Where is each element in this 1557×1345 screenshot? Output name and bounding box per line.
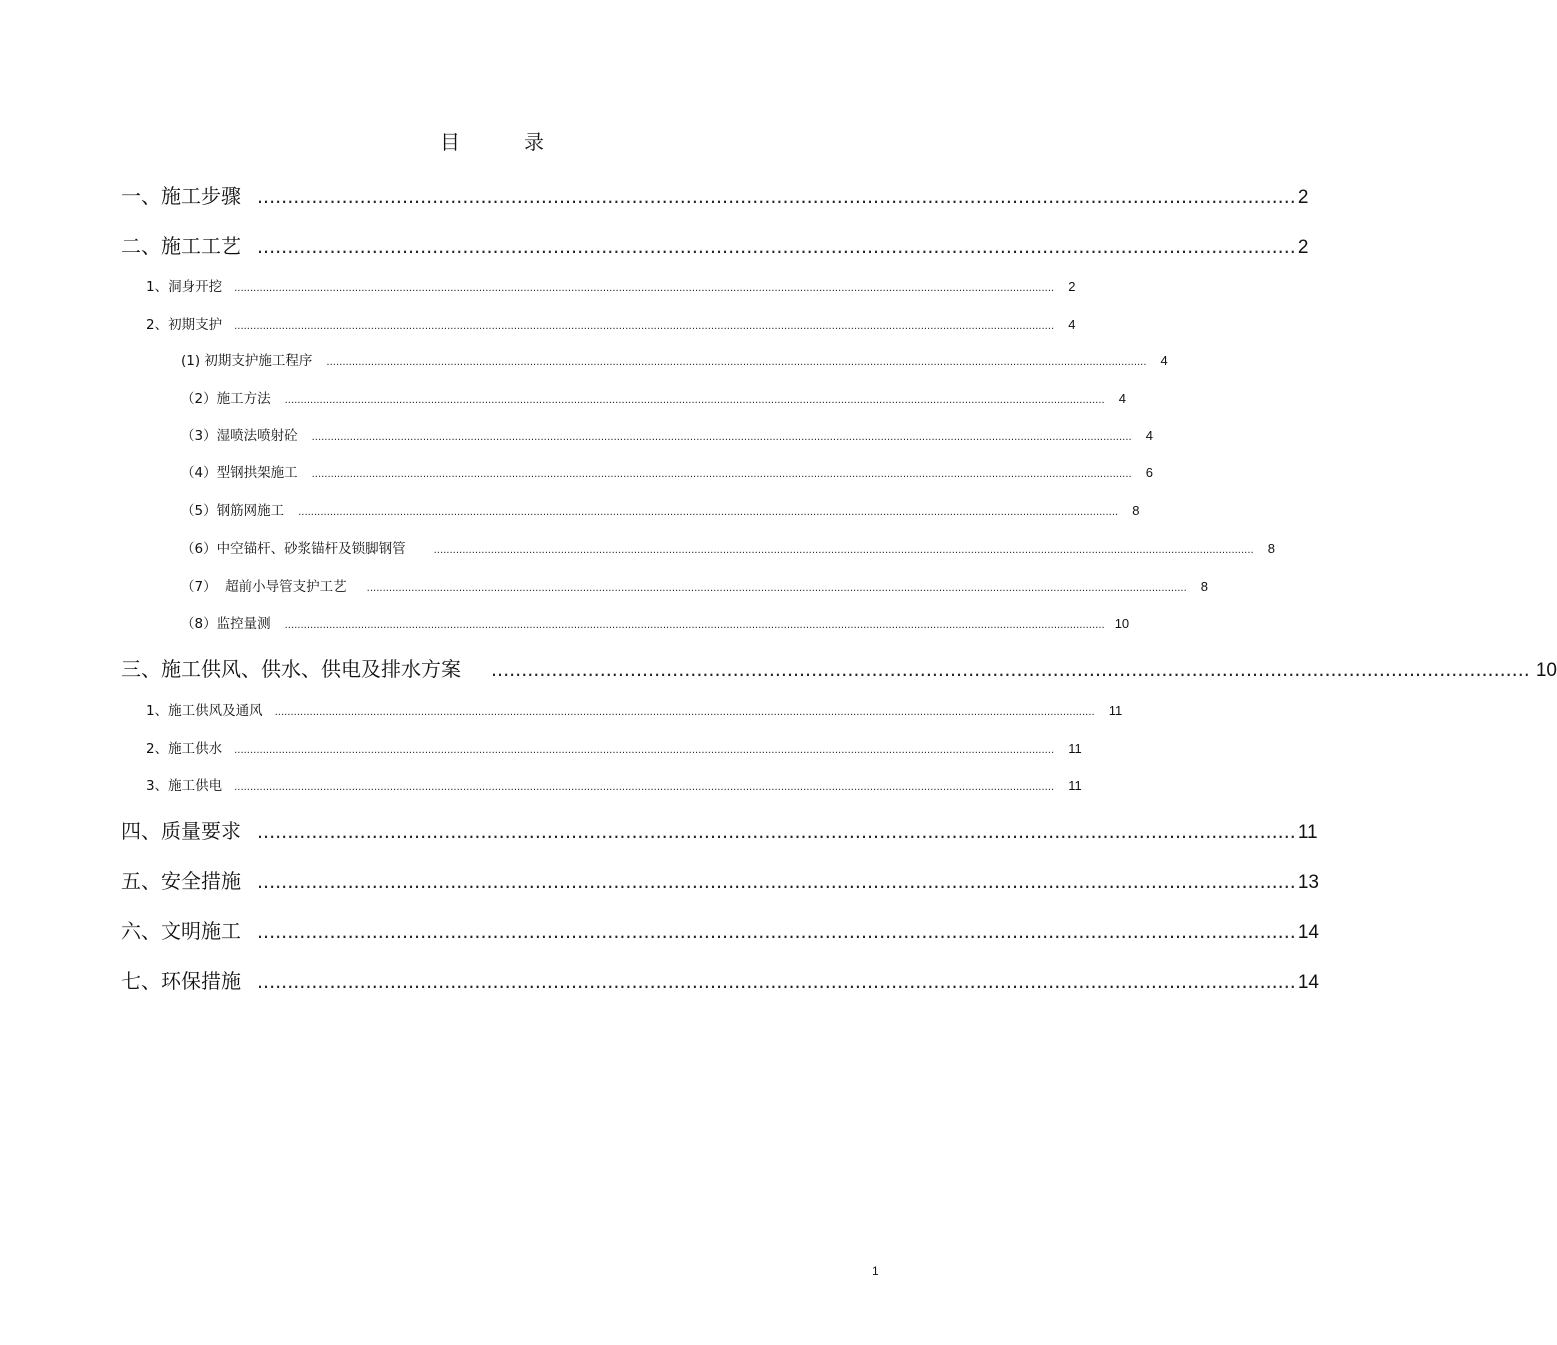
toc-entry[interactable] — [146, 737, 1082, 757]
toc-entry-label: 2、初期支护 — [146, 317, 223, 333]
toc-entry[interactable] — [181, 387, 1126, 407]
dot-leader: .................................................................................................................................................................................................................................................................. — [234, 283, 1055, 294]
dot-leader: ............................................................................................................................................................................ — [257, 236, 1296, 258]
toc-entry-page: 11 — [1297, 822, 1318, 843]
dot-leader: .................................................................................................................................................................................................................................................................. — [234, 745, 1055, 756]
toc-entry-page: 11 — [1108, 703, 1123, 718]
toc-entry-page: 4 — [1160, 353, 1168, 368]
toc-entry-page: 14 — [1297, 972, 1319, 993]
toc-entry-label: 1、洞身开挖 — [146, 279, 223, 295]
dot-leader: ............................................................................................................................................................................ — [257, 921, 1296, 943]
toc-entry-label: （3）湿喷法喷射砼 — [181, 428, 298, 444]
dot-leader: ............................................................................................................................................................................ — [257, 821, 1296, 843]
toc-entry[interactable] — [121, 865, 1319, 894]
toc-entry-page: 13 — [1297, 872, 1319, 893]
toc-entry-label: 三、施工供风、供水、供电及排水方案 — [121, 657, 461, 681]
toc-entry-label: (1) 初期支护施工程序 — [181, 353, 313, 369]
dot-leader: .................................................................................................................................................................................................................................................................. — [234, 782, 1055, 793]
dot-leader: .................................................................................................................................................................................................................................................................. — [234, 321, 1055, 332]
dot-leader: .................................................................................................................................................................................................................................................................. — [326, 357, 1147, 368]
toc-entry-label: （7） 超前小导管支护工艺 — [181, 579, 347, 595]
toc-entry[interactable] — [181, 575, 1209, 595]
toc-entry[interactable] — [121, 915, 1319, 944]
toc-entry[interactable] — [146, 313, 1076, 333]
dot-leader: ............................................................................................................................................................................ — [257, 871, 1296, 893]
dot-leader: .................................................................................................................................................................................................................................................................. — [274, 707, 1095, 718]
dot-leader: .................................................................................................................................................................................................................................................................. — [366, 583, 1187, 594]
toc-entry-page: 10 — [1535, 660, 1557, 681]
toc-entry-page: 2 — [1068, 279, 1076, 294]
dot-leader: ............................................................................................................................................................................ — [257, 971, 1296, 993]
toc-entry-label: （4）型钢拱架施工 — [181, 465, 298, 481]
toc-entry-page: 2 — [1297, 187, 1309, 208]
toc-entry[interactable] — [181, 424, 1153, 444]
dot-leader: .................................................................................................................................................................................................................................................................. — [298, 507, 1119, 518]
page-number: 1 — [872, 1264, 879, 1278]
toc-entry-page: 4 — [1118, 391, 1126, 406]
toc-entry-page: 4 — [1068, 317, 1076, 332]
toc-entry-label: （8）监控量测 — [181, 616, 271, 632]
toc-entry-label: 六、文明施工 — [121, 919, 241, 943]
dot-leader: .................................................................................................................................................................................................................................................................. — [311, 469, 1132, 480]
dot-leader: .................................................................................................................................................................................................................................................................. — [311, 432, 1132, 443]
toc-entry[interactable] — [121, 653, 1557, 682]
toc-entry-page: 2 — [1297, 237, 1309, 258]
toc-entry-label: 2、施工供水 — [146, 741, 223, 757]
toc-entry-page: 11 — [1068, 741, 1082, 756]
toc-entry-label: （5）钢筋网施工 — [181, 503, 285, 519]
toc-entry-label: （6）中空锚杆、砂浆锚杆及锁脚钢管 — [181, 541, 406, 557]
toc-entry[interactable] — [146, 699, 1123, 719]
toc-entry-page: 10 — [1114, 616, 1130, 631]
toc-title: 目 录 — [440, 130, 566, 154]
toc-entry-label: 四、质量要求 — [121, 819, 241, 843]
toc-entry-label: 七、环保措施 — [121, 969, 241, 993]
toc-entry[interactable] — [121, 965, 1319, 994]
toc-entry-page: 14 — [1297, 922, 1319, 943]
toc-entry-page: 11 — [1068, 778, 1082, 793]
toc-entry-page: 4 — [1145, 428, 1153, 443]
toc-entry-label: 3、施工供电 — [146, 778, 223, 794]
toc-entry-page: 8 — [1132, 503, 1140, 518]
toc-entry[interactable] — [181, 349, 1168, 369]
toc-entry[interactable] — [181, 612, 1130, 632]
toc-entry-label: 一、施工步骤 — [121, 184, 241, 208]
toc-entry-page: 8 — [1200, 579, 1209, 594]
toc-entry-label: 1、施工供风及通风 — [146, 703, 263, 719]
dot-leader: ............................................................................................................................................................................ — [257, 186, 1296, 208]
toc-entry[interactable] — [121, 815, 1318, 844]
dot-leader: .................................................................................................................................................................................................................................................................. — [433, 545, 1254, 556]
toc-entry[interactable] — [181, 537, 1275, 557]
toc-entry-label: 五、安全措施 — [121, 869, 241, 893]
dot-leader: ............................................................................................................................................................................ — [491, 659, 1530, 681]
toc-entry-label: （2）施工方法 — [181, 391, 271, 407]
toc-entry-label: 二、施工工艺 — [121, 234, 241, 258]
toc-entry[interactable] — [121, 230, 1309, 259]
toc-entry[interactable] — [146, 275, 1076, 295]
toc-entry-page: 6 — [1145, 465, 1153, 480]
toc-entry[interactable] — [181, 461, 1153, 481]
toc-entry[interactable] — [146, 774, 1082, 794]
toc-entry[interactable] — [181, 499, 1140, 519]
dot-leader: .................................................................................................................................................................................................................................................................. — [284, 620, 1105, 631]
toc-entry-page: 8 — [1267, 541, 1275, 556]
dot-leader: .................................................................................................................................................................................................................................................................. — [284, 395, 1105, 406]
toc-entry[interactable] — [121, 180, 1309, 209]
